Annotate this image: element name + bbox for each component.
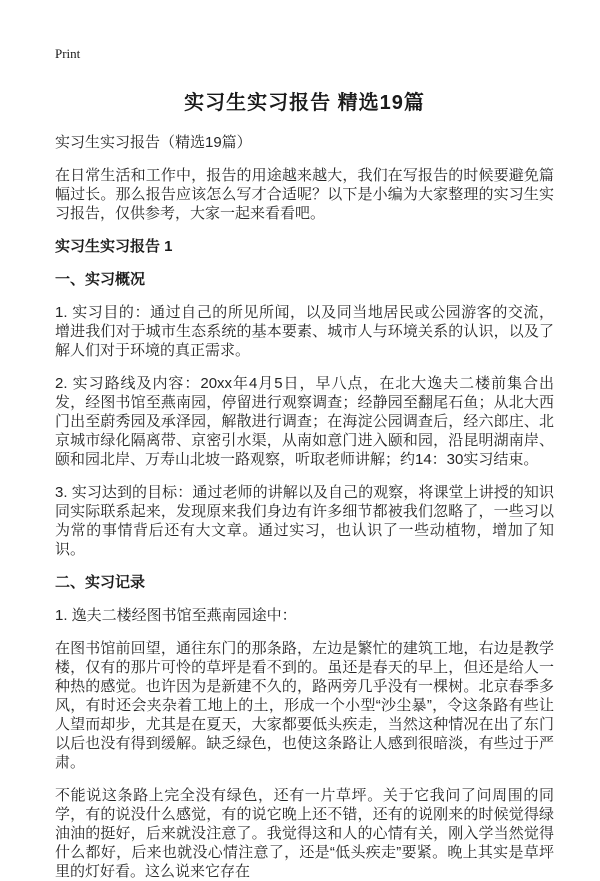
record-paragraph-1: 在图书馆前回望，通往东门的那条路，左边是繁忙的建筑工地，右边是教学楼，仅有的那片可怜的草坪是看不到的。虽还是春天的早上，但还是给人一种热的感觉。也许因为是新建不久的，路两旁几乎没有一棵树。北京春季多风，有时还会夹杂着工地上的土，形成一个小型“沙尘暴”，令这条路有些让人望而却步，尤其是在夏天，大家都要低头疾走，当然这种情况在出了东门以后也没有得到缓解。缺乏绿色，也使这条路让人感到很暗淡，有些过于严肃。: [55, 640, 554, 771]
overview-paragraph-purpose: 1. 实习目的：通过自己的所见所闻，以及同当地居民或公园游客的交流， 增进我们对于城市生态系统的基本要素、城市人与环境关系的认识，以及了解人们对于环境的真正需求。: [55, 304, 554, 359]
document-subtitle: 实习生实习报告（精选19篇）: [55, 134, 252, 151]
section-overview-heading: 一、实习概况: [55, 271, 146, 288]
report1-heading: 实习生实习报告 1: [55, 238, 173, 255]
record-paragraph-2: 不能说这条路上完全没有绿色，还有一片草坪。关于它我问了问周围的同学，有的说没什么感觉，有的说它晚上还不错，还有的说刚来的时候觉得绿油油的挺好，后来就没注意了。我觉得这和人的心情有关，刚入学当然觉得什么都好，后来也就没心情注意了，还是“低头疾走”要紧。晚上其实是草坪里的灯好看。这么说来它存在: [55, 787, 554, 880]
print-link[interactable]: Print: [55, 46, 81, 61]
section-record-heading: 二、实习记录: [55, 574, 146, 591]
intro-paragraph: 在日常生活和工作中，报告的用途越来越大，我们在写报告的时候要避免篇幅过长。那么报告应该怎么写才合适呢？以下是小编为大家整理的实习生实习报告，仅供参考，大家一起来看看吧。: [55, 167, 554, 222]
overview-paragraph-route: 2. 实习路线及内容：20xx年4月5日，早八点，在北大逸夫二楼前集合出发，经图书馆至燕南园，停留进行观察调查；经静园至翻尾石鱼；从北大西门出至蔚秀园及承泽园，解散进行调查；在海淀公园调查后，经六郎庄、北京城市绿化隔离带、京密引水渠，从南如意门进入颐和园，沿昆明湖南岸、颐和园北岸、万寿山北坡一路观察，听取老师讲解；约14：30实习结束。: [55, 375, 554, 468]
overview-paragraph-goal: 3. 实习达到的目标：通过老师的讲解以及自己的观察，将课堂上讲授的知识同实际联系起来，发现原来我们身边有许多细节都被我们忽略了，一些习以为常的事情背后还有大文章。通过实习，也认识了一些动植物，增加了知识。: [55, 484, 554, 558]
record-item-heading: 1. 逸夫二楼经图书馆至燕南园途中：: [55, 607, 297, 624]
page-title: 实习生实习报告 精选19篇: [184, 92, 425, 114]
